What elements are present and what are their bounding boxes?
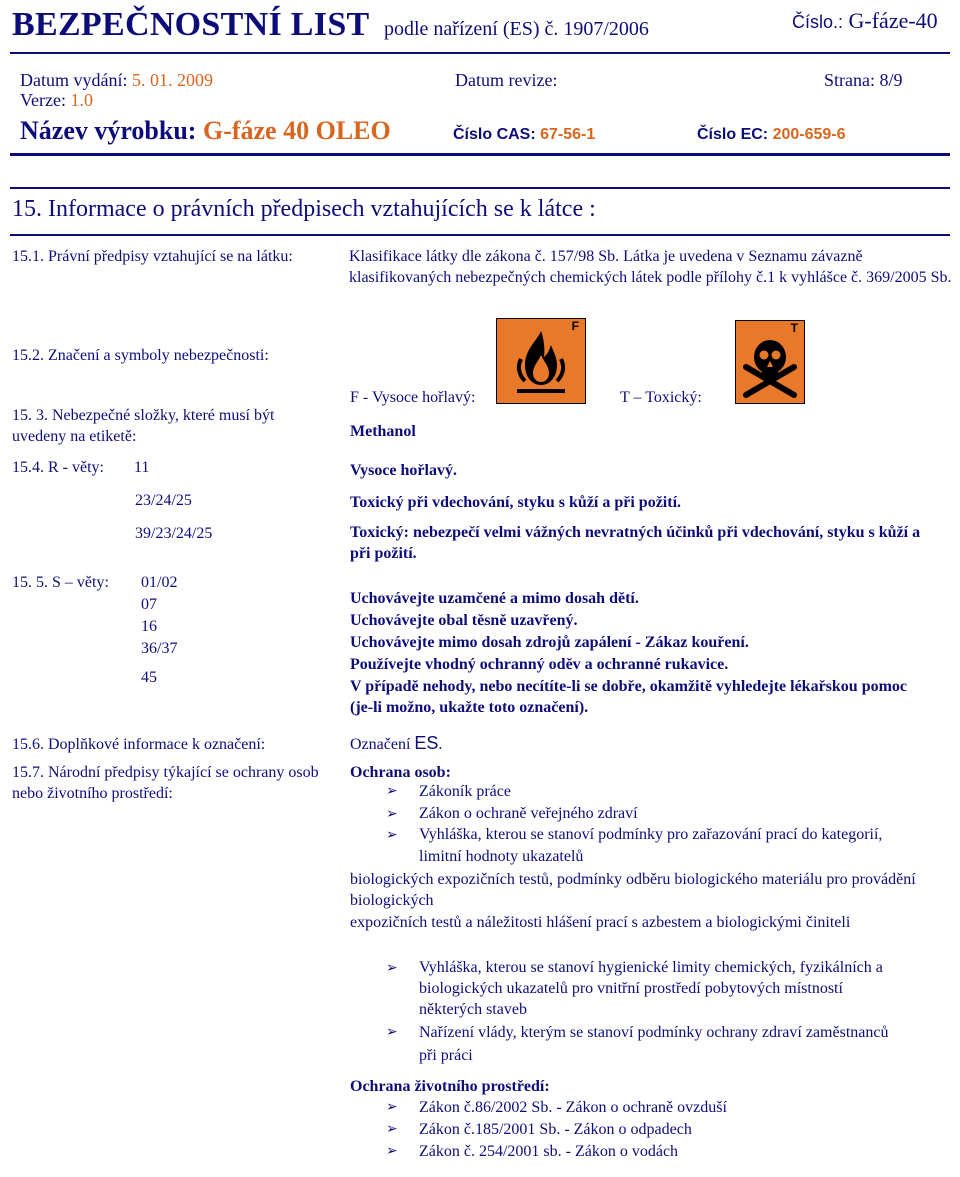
version [20,90,93,111]
toxic-symbol [735,320,805,404]
s-phrase-text: V případě nehody, nebo necítíte-li se dobře, okamžitě vyhledejte lékařskou pomoc (je-li možno, ukažte toto označení). [350,678,908,716]
section-rule-bottom [10,234,950,236]
ec-value: 200-659-6 [772,126,846,143]
bullet-icon: ➢ [386,1144,398,1159]
persons-continuation: biologických expozičních testů, podmínky odběru biologického materiálu pro provádění biologických [350,871,916,909]
bullet-icon: ➢ [386,1122,398,1137]
s15-6-label: 15.6. Doplňkové informace k označení: [12,736,266,753]
page-indicator: Strana: 8/9 [824,70,903,90]
env-heading: Ochrana životního prostředí: [350,1078,550,1095]
issue-date-value: 5. 01. 2009 [131,70,213,90]
env-item: Zákon č.86/2002 Sb. - Zákon o ochraně ovzduší [419,1099,727,1116]
persons-item: Zákon o ochraně veřejného zdraví [419,805,638,822]
r-phrase-text: Toxický při vdechování, styku s kůží a při požití. [350,494,682,511]
s15-6-es: ES [414,733,439,753]
s-phrase-text: Uchovávejte uzamčené a mimo dosah dětí. [350,590,639,607]
env-item: Zákon č. 254/2001 sb. - Zákon o vodách [419,1143,679,1160]
env-item: Zákon č.185/2001 Sb. - Zákon o odpadech [419,1121,692,1138]
r-phrase-code: 11 [134,459,150,476]
skull-crossbones-icon [736,321,804,403]
r-phrase-text: Toxický: nebezpečí velmi vážných nevratných účinků při vdechování, styku s kůží a při požití. [350,524,921,562]
flammable-symbol-letter: F [571,319,579,333]
bullet-icon: ➢ [386,1100,398,1115]
toxic-symbol-letter: T [790,321,798,335]
document-title: BEZPEČNOSTNÍ LIST [12,6,370,43]
product-name-value: G-fáze 40 OLEO [202,116,391,145]
s-phrase-text: Uchovávejte mimo dosah zdrojů zapálení - Zákaz kouření. [350,634,749,651]
s-phrase-code: 16 [141,618,157,635]
flammable-symbol [496,318,586,404]
product-name [20,116,391,146]
ec-number [697,126,846,144]
ec-label: Číslo EC: [697,126,769,143]
r-phrase-code: 23/24/25 [135,492,192,509]
cas-label: Číslo CAS: [453,126,536,143]
s15-1-label: 15.1. Právní předpisy vztahující se na látku: [12,248,293,265]
flammable-caption: F - Vysoce hořlavý: [350,389,476,406]
s15-6-suffix: . [438,736,443,753]
bullet-icon: ➢ [386,1025,398,1040]
persons-item: Vyhláška, kterou se stanoví hygienické limity chemických, fyzikálních a biologických ukazatelů pro vnitřní prostředí pobytových místností některých staveb [419,959,883,1018]
s15-7-label: 15.7. Národní předpisy týkající se ochrany osob nebo životního prostředí: [12,764,319,802]
section-title: 15. Informace o právních předpisech vztahujících se k látce : [12,196,596,222]
version-label: Verze: [20,90,66,110]
issue-date [20,70,213,91]
cas-number [453,126,595,144]
toxic-caption: T – Toxický: [620,389,702,406]
s15-2-label: 15.2. Značení a symboly nebezpečnosti: [12,347,269,364]
r-phrase-code: 39/23/24/25 [135,525,213,542]
s15-3-label: 15. 3. Nebezpečné složky, které musí být uvedeny na etiketě: [12,407,275,445]
flame-icon [497,319,585,403]
document-number-label: Číslo.: [792,12,844,32]
s-phrase-text: Uchovávejte obal těsně uzavřený. [350,612,578,629]
r-phrase-text: Vysoce hořlavý. [350,462,457,479]
header-rule [10,52,950,54]
s-phrase-code: 01/02 [141,574,178,591]
s-phrase-text: Používejte vhodný ochranný oděv a ochranné rukavice. [350,656,729,673]
section-rule-top [10,187,950,189]
revision-date-label: Datum revize: [455,70,558,90]
persons-item: Vyhláška, kterou se stanoví podmínky pro zařazování prací do kategorií, limitní hodnoty ukazatelů [419,826,883,865]
product-rule [10,153,950,156]
bullet-icon: ➢ [386,784,398,799]
document-number-value: G-fáze-40 [848,8,938,33]
bullet-icon: ➢ [386,828,398,843]
s15-6-prefix: Označení [350,736,411,753]
s15-1-text: Klasifikace látky dle zákona č. 157/98 Sb. Látka je uvedena v Seznamu závazně klasifikovaných nebezpečných chemických látek podle přílohy č.1 k vyhlášce č. 369/2005 Sb. [349,248,952,286]
s-phrase-code: 07 [141,596,157,613]
persons-item: Nařízení vlády, kterým se stanoví podmínky ochrany zdraví zaměstnanců při práci [419,1024,889,1064]
bullet-icon: ➢ [386,807,398,822]
cas-value: 67-56-1 [540,126,596,143]
persons-item: Zákoník práce [419,783,511,800]
s15-4-label: 15.4. R - věty: [12,459,104,476]
persons-heading: Ochrana osob: [350,764,451,781]
product-name-label: Název výrobku: [20,116,197,145]
s-phrase-code: 45 [141,669,157,686]
s15-6-text [350,733,442,755]
issue-date-label: Datum vydání: [20,70,128,90]
version-value: 1.0 [70,90,93,110]
document-number [792,8,938,34]
persons-continuation: expozičních testů a náležitosti hlášení prací s azbestem a biologickými činiteli [350,914,851,931]
bullet-icon: ➢ [386,961,398,976]
s15-3-value: Methanol [350,423,416,440]
regulation-subtitle: podle nařízení (ES) č. 1907/2006 [384,18,649,40]
s-phrase-code: 36/37 [141,640,178,657]
s15-5-label: 15. 5. S – věty: [12,574,109,591]
